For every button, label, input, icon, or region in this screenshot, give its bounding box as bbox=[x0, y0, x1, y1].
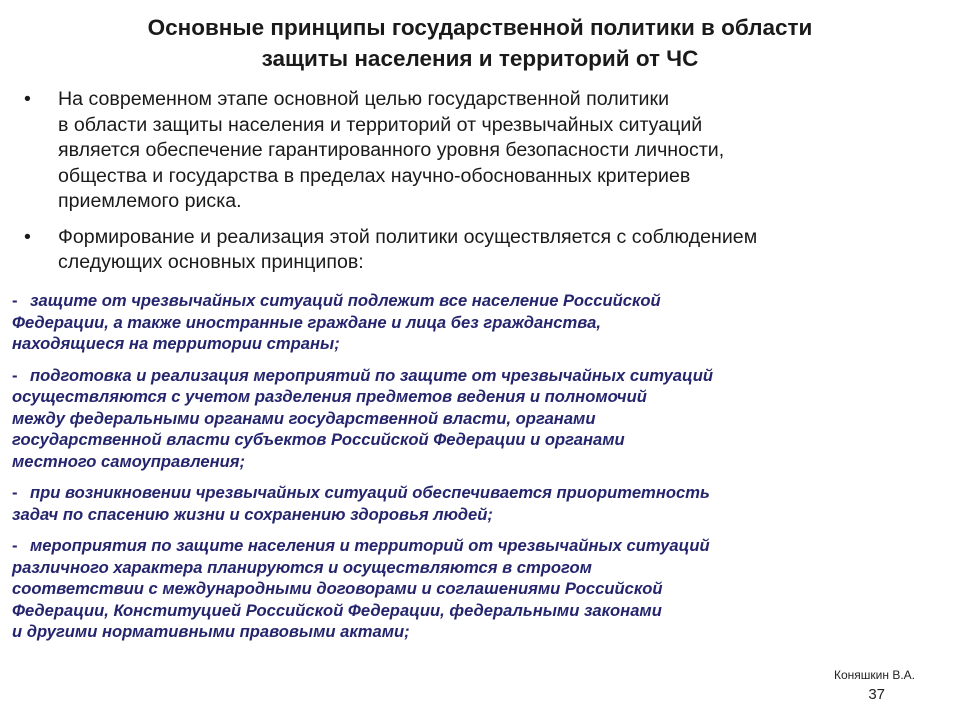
principle-text-line: государственной власти субъектов Российской Федерации и органами bbox=[12, 430, 625, 449]
principle-text-line: осуществляются с учетом разделения предметов ведения и полномочий bbox=[12, 387, 647, 406]
principle-item-legal-compliance bbox=[12, 535, 912, 643]
slide-title-line-1: Основные принципы государственной политики в области bbox=[147, 15, 813, 40]
bullet-text-line: является обеспечение гарантированного уровня безопасности личности, bbox=[58, 139, 725, 161]
principle-item-protection-scope bbox=[12, 290, 912, 355]
principle-list bbox=[12, 290, 912, 643]
bullet-text-line: Формирование и реализация этой политики осуществляется с соблюдением bbox=[58, 225, 758, 248]
principle-text-line: защите от чрезвычайных ситуаций подлежит все население Российской bbox=[30, 291, 661, 310]
principle-item-life-priority bbox=[12, 482, 912, 525]
principle-text-line: Федерации, Конституцией Российской Федерации, федеральными законами bbox=[12, 600, 662, 620]
dash-marker: - bbox=[12, 483, 18, 502]
slide-title bbox=[60, 12, 900, 74]
dash-marker: - bbox=[12, 365, 18, 385]
principle-text-line: и другими нормативными правовыми актами; bbox=[12, 622, 410, 641]
principle-text-line: подготовка и реализация мероприятий по защите от чрезвычайных ситуаций bbox=[30, 365, 714, 385]
bullet-item-goal bbox=[24, 87, 924, 215]
bullet-text-line: в области защиты населения и территорий от чрезвычайных ситуаций bbox=[58, 113, 703, 136]
bullet-list bbox=[24, 87, 924, 276]
bullet-marker: • bbox=[24, 225, 31, 248]
bullet-item-principles-intro bbox=[24, 225, 924, 276]
dash-marker: - bbox=[12, 536, 18, 555]
bullet-text-line: На современном этапе основной целью государственной политики bbox=[58, 88, 670, 110]
principle-text-line: Федерации, а также иностранные граждане и лица без гражданства, bbox=[12, 312, 601, 332]
principle-text-line: при возникновении чрезвычайных ситуаций обеспечивается приоритетность bbox=[30, 483, 710, 502]
principle-text-line: мероприятия по защите населения и территорий от чрезвычайных ситуаций bbox=[30, 536, 710, 555]
principle-text-line: местного самоуправления; bbox=[12, 451, 246, 471]
principle-text-line: соответствии с международными договорами и соглашениями Российской bbox=[12, 579, 663, 598]
principle-item-division-of-powers bbox=[12, 365, 912, 473]
principle-text-line: находящиеся на территории страны; bbox=[12, 334, 340, 353]
bullet-marker: • bbox=[24, 88, 31, 110]
page-number: 37 bbox=[868, 686, 885, 703]
bullet-text-line: общества и государства в пределах научно-обоснованных критериев bbox=[58, 164, 691, 187]
slide-title-line-2: защиты населения и территорий от ЧС bbox=[261, 46, 699, 71]
dash-marker: - bbox=[12, 291, 18, 310]
principle-text-line: задач по спасению жизни и сохранению здоровья людей; bbox=[12, 504, 493, 524]
bullet-text-line: следующих основных принципов: bbox=[58, 251, 364, 273]
principle-text-line: различного характера планируются и осуществляются в строгом bbox=[12, 557, 592, 577]
bullet-text-line: приемлемого риска. bbox=[58, 190, 242, 212]
principle-text-line: между федеральными органами государственной власти, органами bbox=[12, 408, 596, 428]
author-name: Коняшкин В.А. bbox=[833, 668, 915, 682]
